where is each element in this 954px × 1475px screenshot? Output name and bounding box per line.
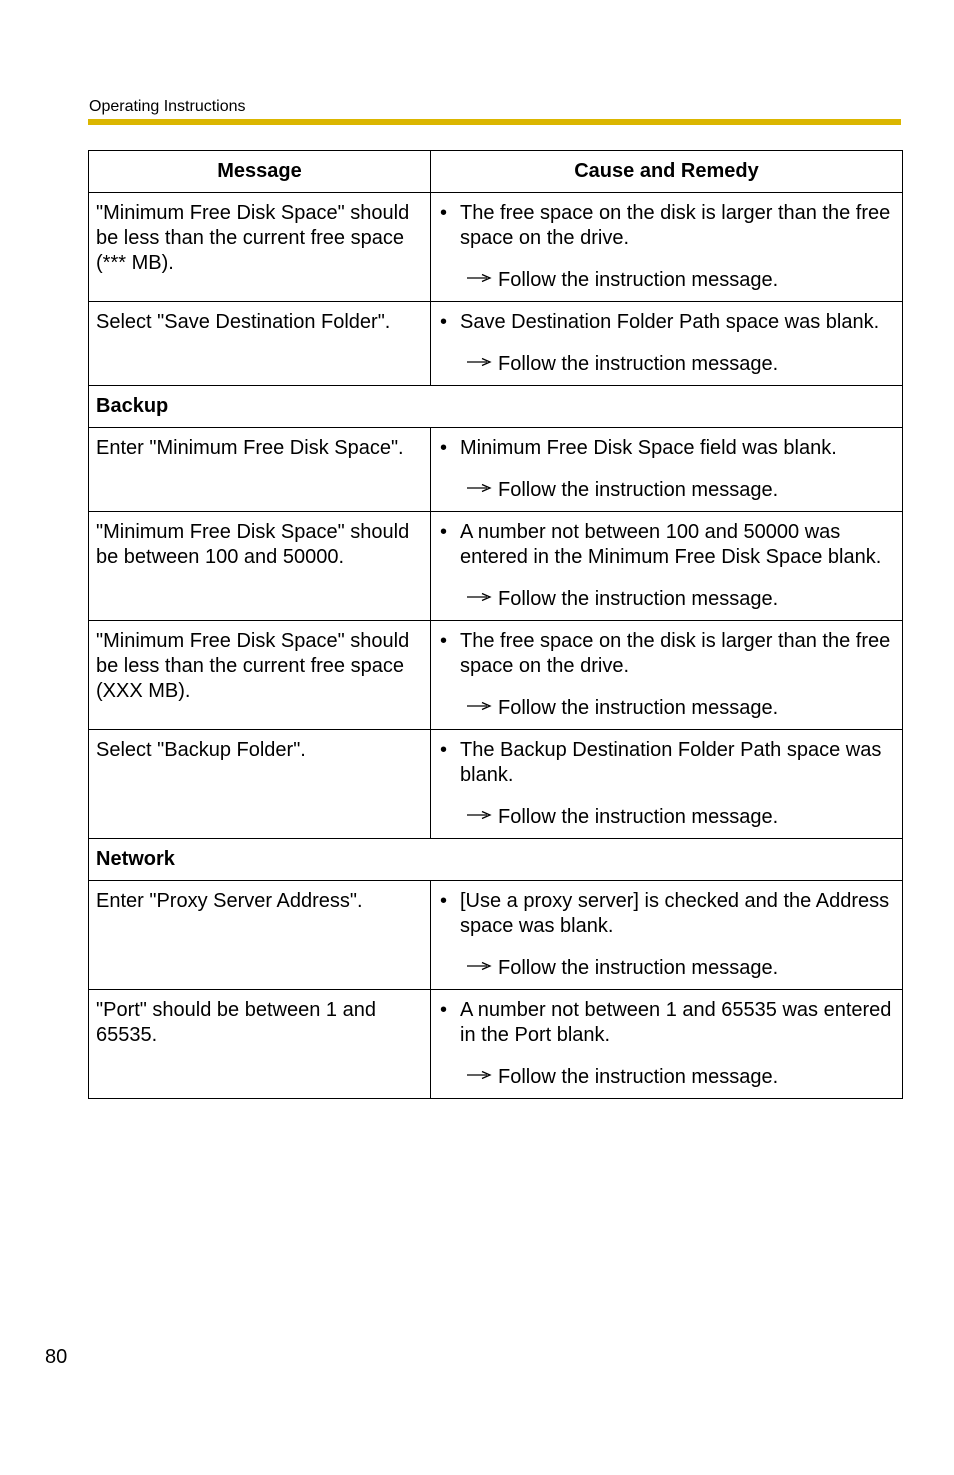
remedy-text: Follow the instruction message. xyxy=(498,957,779,979)
page-number: 80 xyxy=(45,1346,68,1368)
cause-text: The free space on the disk is larger than the free space on the drive. xyxy=(460,202,891,249)
cause-item xyxy=(438,629,895,679)
bullet-icon: • xyxy=(440,999,448,1021)
table-header-row xyxy=(89,151,903,193)
remedy-text: Follow the instruction message. xyxy=(498,269,779,291)
remedy-text: Follow the instruction message. xyxy=(498,588,779,610)
right-arrow-icon xyxy=(466,349,492,374)
cause-item xyxy=(438,998,895,1048)
table-row xyxy=(89,881,903,990)
right-arrow-icon xyxy=(466,693,492,718)
cause-cell xyxy=(431,512,903,621)
table-row xyxy=(89,730,903,839)
message-cell: "Minimum Free Disk Space" should be less than the current free space (*** MB). xyxy=(89,193,431,302)
section-heading: Network xyxy=(89,839,903,881)
section-row xyxy=(89,839,903,881)
table-row xyxy=(89,990,903,1099)
table-row xyxy=(89,621,903,730)
bullet-icon: • xyxy=(440,311,448,333)
cause-cell xyxy=(431,302,903,386)
remedy-text: Follow the instruction message. xyxy=(498,479,779,501)
right-arrow-icon xyxy=(466,953,492,978)
cause-text: A number not between 1 and 65535 was entered in the Port blank. xyxy=(460,999,892,1046)
table-row xyxy=(89,193,903,302)
cause-item xyxy=(438,738,895,788)
bullet-icon: • xyxy=(440,437,448,459)
message-cell: "Port" should be between 1 and 65535. xyxy=(89,990,431,1099)
cause-cell xyxy=(431,428,903,512)
cause-text: A number not between 100 and 50000 was entered in the Minimum Free Disk Space blank. xyxy=(460,521,882,568)
section-row xyxy=(89,386,903,428)
cause-text: The free space on the disk is larger than the free space on the drive. xyxy=(460,630,891,677)
right-arrow-icon xyxy=(466,802,492,827)
remedy-text: Follow the instruction message. xyxy=(498,697,779,719)
table-row xyxy=(89,302,903,386)
cause-item xyxy=(438,201,895,251)
remedy-text: Follow the instruction message. xyxy=(498,806,779,828)
message-cell: Select "Save Destination Folder". xyxy=(89,302,431,386)
remedy-text: Follow the instruction message. xyxy=(498,1066,779,1088)
cause-text: [Use a proxy server] is checked and the Address space was blank. xyxy=(460,890,890,937)
cause-cell xyxy=(431,730,903,839)
cause-text: Minimum Free Disk Space field was blank. xyxy=(460,437,837,459)
bullet-icon: • xyxy=(440,202,448,224)
remedy-line xyxy=(438,696,895,721)
remedy-line xyxy=(438,478,895,503)
table-row xyxy=(89,512,903,621)
cause-cell xyxy=(431,621,903,730)
cause-text: The Backup Destination Folder Path space was blank. xyxy=(460,739,882,786)
remedy-line xyxy=(438,268,895,293)
remedy-line xyxy=(438,805,895,830)
cause-cell xyxy=(431,881,903,990)
cause-item xyxy=(438,436,895,461)
message-cell: Enter "Proxy Server Address". xyxy=(89,881,431,990)
cause-cell xyxy=(431,990,903,1099)
right-arrow-icon xyxy=(466,584,492,609)
right-arrow-icon xyxy=(466,475,492,500)
bullet-icon: • xyxy=(440,739,448,761)
bullet-icon: • xyxy=(440,630,448,652)
message-cell: Select "Backup Folder". xyxy=(89,730,431,839)
right-arrow-icon xyxy=(466,265,492,290)
cause-text: Save Destination Folder Path space was blank. xyxy=(460,311,880,333)
section-heading: Backup xyxy=(89,386,903,428)
table-row xyxy=(89,428,903,512)
message-cell: "Minimum Free Disk Space" should be less than the current free space (XXX MB). xyxy=(89,621,431,730)
cause-item xyxy=(438,310,895,335)
table-body xyxy=(89,193,903,1099)
remedy-line xyxy=(438,956,895,981)
running-header: Operating Instructions xyxy=(89,98,246,115)
bullet-icon: • xyxy=(440,890,448,912)
cause-item xyxy=(438,889,895,939)
message-cell: Enter "Minimum Free Disk Space". xyxy=(89,428,431,512)
remedy-line xyxy=(438,587,895,612)
message-cell: "Minimum Free Disk Space" should be between 100 and 50000. xyxy=(89,512,431,621)
remedy-line xyxy=(438,1065,895,1090)
cause-cell xyxy=(431,193,903,302)
message-table xyxy=(88,150,903,1099)
header-rule xyxy=(88,119,901,125)
bullet-icon: • xyxy=(440,521,448,543)
cause-item xyxy=(438,520,895,570)
remedy-line xyxy=(438,352,895,377)
column-header-cause: Cause and Remedy xyxy=(431,151,903,193)
remedy-text: Follow the instruction message. xyxy=(498,353,779,375)
column-header-message: Message xyxy=(89,151,431,193)
right-arrow-icon xyxy=(466,1062,492,1087)
